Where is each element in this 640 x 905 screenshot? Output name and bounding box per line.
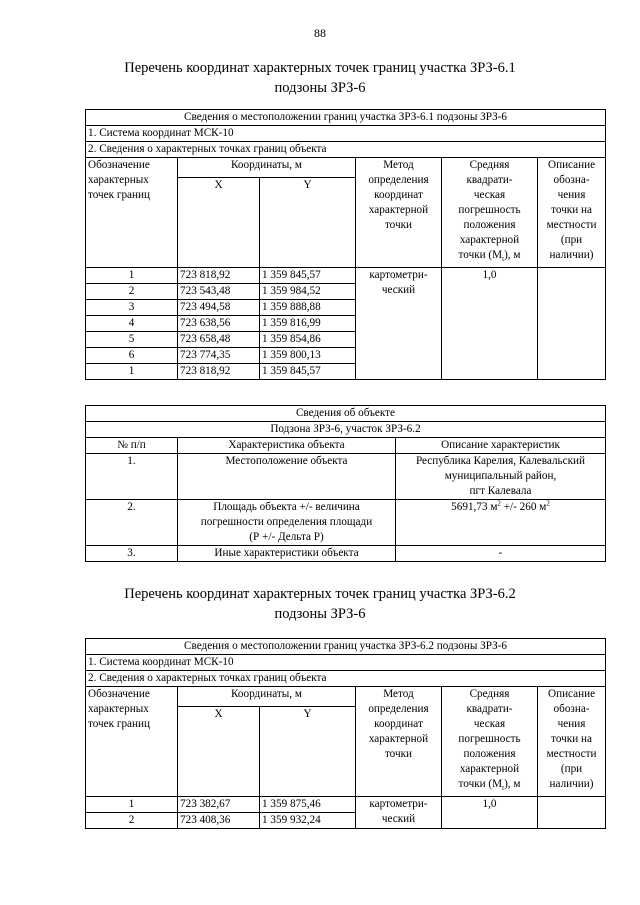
table-row: 1. Местоположение объекта Республика Карелия, Калевальский муниципальный район, пгт Калевала [86,454,606,500]
error-cell: 1,0 [442,797,538,829]
table-row: 1 723 382,67 1 359 875,46 картометри- ческий 1,0 [86,797,606,813]
method-cell: картометри- ческий [356,797,442,829]
coords-table-1 [85,109,606,380]
table-row: 3 723 494,58 1 359 888,88 [86,300,606,316]
table2-points-info: 2. Сведения о характерных точках границ объекта [86,671,606,687]
header-description: Описание обозна- чения точки на местности (при наличии) [538,158,606,268]
coords-table-2 [85,638,606,829]
col-char-header: Характеристика объекта [178,438,396,454]
col-num-header: № п/п [86,438,178,454]
header-method: Метод определения координат характерной точки [356,687,442,797]
col-desc-header: Описание характеристик [396,438,606,454]
section2-heading-line1: Перечень координат характерных точек границ участка ЗРЗ-6.2 [124,586,516,602]
header-x: X [178,178,260,268]
description-cell [538,268,606,380]
header-error: Средняя квадрати- ческая погрешность положения характерной точки $(M_t)$, м [442,687,538,797]
object-info-table [85,405,606,562]
table-row: 1 723 818,92 1 359 845,57 картометри- ческий 1,0 [86,268,606,284]
table-row: 1 723 818,92 1 359 845,57 [86,364,606,380]
table-row: 2 723 543,48 1 359 984,52 [86,284,606,300]
table1-points-info: 2. Сведения о характерных точках границ объекта [86,142,606,158]
error-cell: 1,0 [442,268,538,380]
method-cell: картометри- ческий [356,268,442,380]
header-coords: Координаты, м [178,687,356,707]
table1-title: Сведения о местоположении границ участка ЗРЗ-6.1 подзоны ЗРЗ-6 [86,110,606,126]
header-coords: Координаты, м [178,158,356,178]
table-row: 5 723 658,48 1 359 854,86 [86,332,606,348]
header-x: X [178,707,260,797]
section1-heading [60,58,580,98]
section1-heading-line1: Перечень координат характерных точек границ участка ЗРЗ-6.1 [124,60,516,76]
header-designation: Обозначение характерных точек границ [86,687,178,797]
header-error: Средняя квадрати- ческая погрешность положения характерной точки $(M_t)$, м [442,158,538,268]
description-cell [538,797,606,829]
section2-heading-line2: подзоны ЗРЗ-6 [274,606,366,622]
page-number: 88 [314,26,326,40]
section2-heading [60,584,580,624]
object-info-title: Сведения об объекте [86,406,606,422]
header-method: Метод определения координат характерной точки [356,158,442,268]
table-row: 4 723 638,56 1 359 816,99 [86,316,606,332]
header-description: Описание обозна- чения точки на местности (при наличии) [538,687,606,797]
section1-heading-line2: подзоны ЗРЗ-6 [274,80,366,96]
table2-title: Сведения о местоположении границ участка ЗРЗ-6.2 подзоны ЗРЗ-6 [86,639,606,655]
table1-coord-system: 1. Система координат МСК-10 [86,126,606,142]
header-designation: Обозначение характерных точек границ [86,158,178,268]
area-value: 5691,73 $м^2$ +/- 260 $м^2$ [396,500,606,546]
header-y: Y [260,707,356,797]
header-y: Y [260,178,356,268]
table2-coord-system: 1. Система координат МСК-10 [86,655,606,671]
table-row: 6 723 774,35 1 359 800,13 [86,348,606,364]
table-row: 2. Площадь объекта +/- величина погрешности определения площади (Р +/- Дельта Р) 5691,73 $м^2$ +/- 260 $м^2$ [86,500,606,546]
object-info-subtitle: Подзона ЗРЗ-6, участок ЗРЗ-6.2 [86,422,606,438]
table-row: 3. Иные характеристики объекта - [86,546,606,562]
table-row: 2 723 408,36 1 359 932,24 [86,813,606,829]
